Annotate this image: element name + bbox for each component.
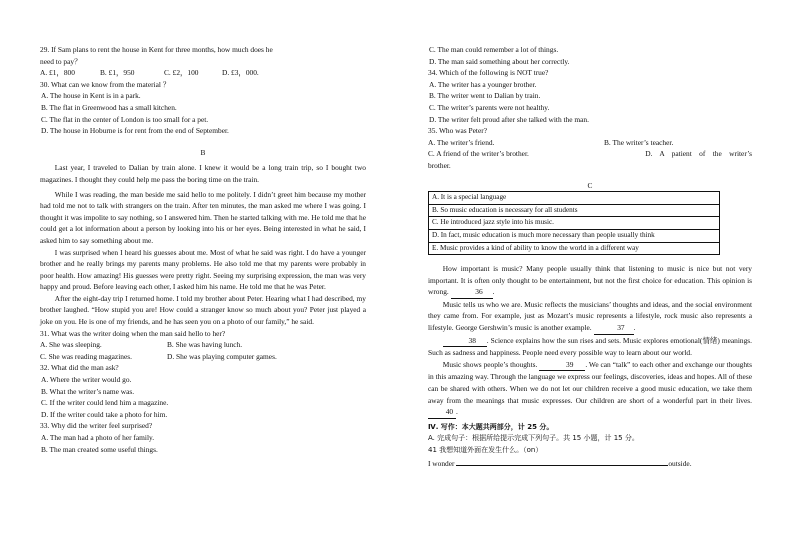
option-d: D. She was playing computer games. <box>167 351 277 361</box>
option-a: A. The house in Kent is in a park. <box>41 91 141 101</box>
q31-stem: 31. What was the writer doing when the man said hello to her? <box>40 328 226 338</box>
option-b: B. The writer went to Dalian by train. <box>429 91 541 101</box>
option-b: B. She was having lunch. <box>167 340 243 350</box>
left-column <box>40 44 366 455</box>
q35-stem: 35. Who was Peter? <box>428 126 487 136</box>
option-b: B. £1，950 <box>100 68 135 78</box>
blank-37[interactable]: 37 <box>594 322 634 335</box>
option-a: A. £1，800 <box>40 68 75 78</box>
passage-b-paragraph-1: Last year, I traveled to Dalian by train alone. I knew it would be a long train trip, so I bought two magazines. I thought they could help me pass the boring time on the train. <box>40 163 366 184</box>
box-option-b: B. So music education is necessary for all students <box>429 204 720 217</box>
q29-stem-cont: need to pay？ <box>40 56 82 66</box>
passage-c-paragraph-4: Music shows people’s thoughts. 39 . We can “talk” to each other and exchange our thoughts in this amazing way. Through the language we express our feelings, discoveries, ideas and hopes. All of these can be shared with others. When we do not let our children receive a good music education, we take them away from the meanings that music expresses. Our children are short of a wonderful part in their lives. 40 . <box>428 359 752 419</box>
box-option-e: E. Music provides a kind of ability to know the world in a different way <box>429 242 720 255</box>
section-c-heading: C <box>587 180 593 190</box>
q29-stem: 29. If Sam plans to rent the house in Kent for three months, how much does he <box>40 45 273 54</box>
q30-stem: 30. What can we know from the material ？ <box>40 79 171 89</box>
blank-40[interactable]: 40 <box>428 406 456 419</box>
blank-39[interactable]: 39 <box>539 359 585 372</box>
option-d: D. If the writer could take a photo for him. <box>41 409 168 419</box>
q35-options-cd <box>428 148 752 160</box>
option-a: A. The man had a photo of her family. <box>41 433 155 442</box>
option-d: D. A patient of the writer’s <box>645 149 752 159</box>
option-c: C. £2，100 <box>164 68 199 78</box>
q41-answer-blank[interactable] <box>456 457 668 466</box>
options-box <box>428 191 720 255</box>
box-option-c: C. He introduced jazz style into his music. <box>429 217 720 230</box>
option-a: A. She was sleeping. <box>40 340 102 350</box>
option-b: B. What the writer’s name was. <box>41 386 135 396</box>
option-d: D. The man said something about her correctly. <box>429 56 570 66</box>
option-b: B. The writer’s teacher. <box>604 137 674 147</box>
passage-c-paragraph-3: 38 . Science explains how the sun rises and sets. Music explores emotional(情绪) meanings. Such as sadness and happiness. People need every possible way to learn about our world. <box>428 335 752 358</box>
q31-options-ab <box>40 339 366 351</box>
blank-36[interactable]: 36 <box>451 286 493 299</box>
option-c: C. If the writer could lend him a magazine. <box>41 398 169 408</box>
option-b: B. The flat in Greenwood has a small kitchen. <box>41 102 177 112</box>
option-c: C. The writer’s parents were not healthy. <box>429 102 550 112</box>
q32-stem: 32. What did the man ask? <box>40 363 119 373</box>
passage-c-paragraph-1: How important is music? Many people usually think that listening to music is nice but not very important. It is often only thought to be entertainment, but not the first choice for education. This opinion is wrong. 36 . <box>428 263 752 299</box>
writing-section-title: Ⅳ. 写作：本大题共两部分，计 25 分。 <box>428 422 554 431</box>
q33-stem: 33. Why did the writer feel surprised? <box>40 421 153 431</box>
option-d: D. The writer felt proud after she talked with the man. <box>429 114 589 124</box>
section-b-heading: B <box>200 147 206 157</box>
box-option-d: D. In fact, music education is much more necessary than people usually think <box>429 229 720 242</box>
q31-options-cd <box>40 351 366 363</box>
passage-b-paragraph-2: While I was reading, the man beside me said hello to me politely. I didn’t greet him because my mother had told me not to talk with strangers on the train. After ten minutes, the man asked me where I was going. I thought it was impolite to say nothing, so I answered him. Then he started talking with me. He told me that he could get a lot information about a person by looking into his or her eyes. Being interested in what he said, I asked him to say something about me. <box>40 189 366 245</box>
option-b: B. The man created some useful things. <box>41 444 158 454</box>
q35-options-ab <box>428 137 752 149</box>
option-d: D. The house in Hoburne is for rent from the end of September. <box>41 126 229 136</box>
option-a: A. The writer has a younger brother. <box>429 79 537 89</box>
blank-38[interactable]: 38 <box>443 335 487 348</box>
option-a: A. The writer’s friend. <box>428 137 495 147</box>
right-column <box>428 44 752 469</box>
option-c: C. The flat in the center of London is too small for a pet. <box>41 114 209 124</box>
box-option-a: A. It is a special language <box>429 192 720 205</box>
passage-c-paragraph-2: Music tells us who we are. Music reflects the musicians’ thoughts and ideas, and the social environment they came from. For example, just as Mozart’s music represents a lifestyle, rock music also represents a lifestyle. George Gershwin’s music is another example. 37 . <box>428 299 752 335</box>
writing-part-a-instructions: A. 完成句子：根据所给提示完成下列句子。共 15 小题，计 15 分。 <box>428 434 639 443</box>
option-c: C. The man could remember a lot of things. <box>429 45 559 54</box>
q34-stem: 34. Which of the following is NOT true? <box>428 68 549 78</box>
option-a: A. Where the writer would go. <box>41 375 132 385</box>
option-c: C. She was reading magazines. <box>40 351 132 361</box>
passage-b-paragraph-3: I was surprised when I heard his guesses about me. Most of what he said was right. I do have a younger brother and he really brings my parents many problems. He also told me that my parents were probably in poor health. How amazing! His guesses were pretty right. Seeing my surprising expression, the man was very happy and proud. Before leaving each other, I asked him his name. He told me that he was Peter. <box>40 247 366 292</box>
passage-b-paragraph-4: After the eight-day trip I returned home. I told my brother about Peter. Hearing what I had described, my brother laughed. “How stupid you are! How could a stranger know so much about you? Peter just played a joke on you. He is one of my friends, and he has seen you on a photo of our family,” he said. <box>40 293 366 327</box>
option-d: D. £3，000. <box>222 68 259 78</box>
option-d-cont: brother. <box>428 160 451 170</box>
q41-answer-line: I wonder outside. <box>428 458 692 468</box>
option-c: C. A friend of the writer’s brother. <box>428 149 529 159</box>
q41-prompt: 41 我想知道外面在发生什么。（on） <box>428 446 543 454</box>
q29-options <box>40 67 366 79</box>
